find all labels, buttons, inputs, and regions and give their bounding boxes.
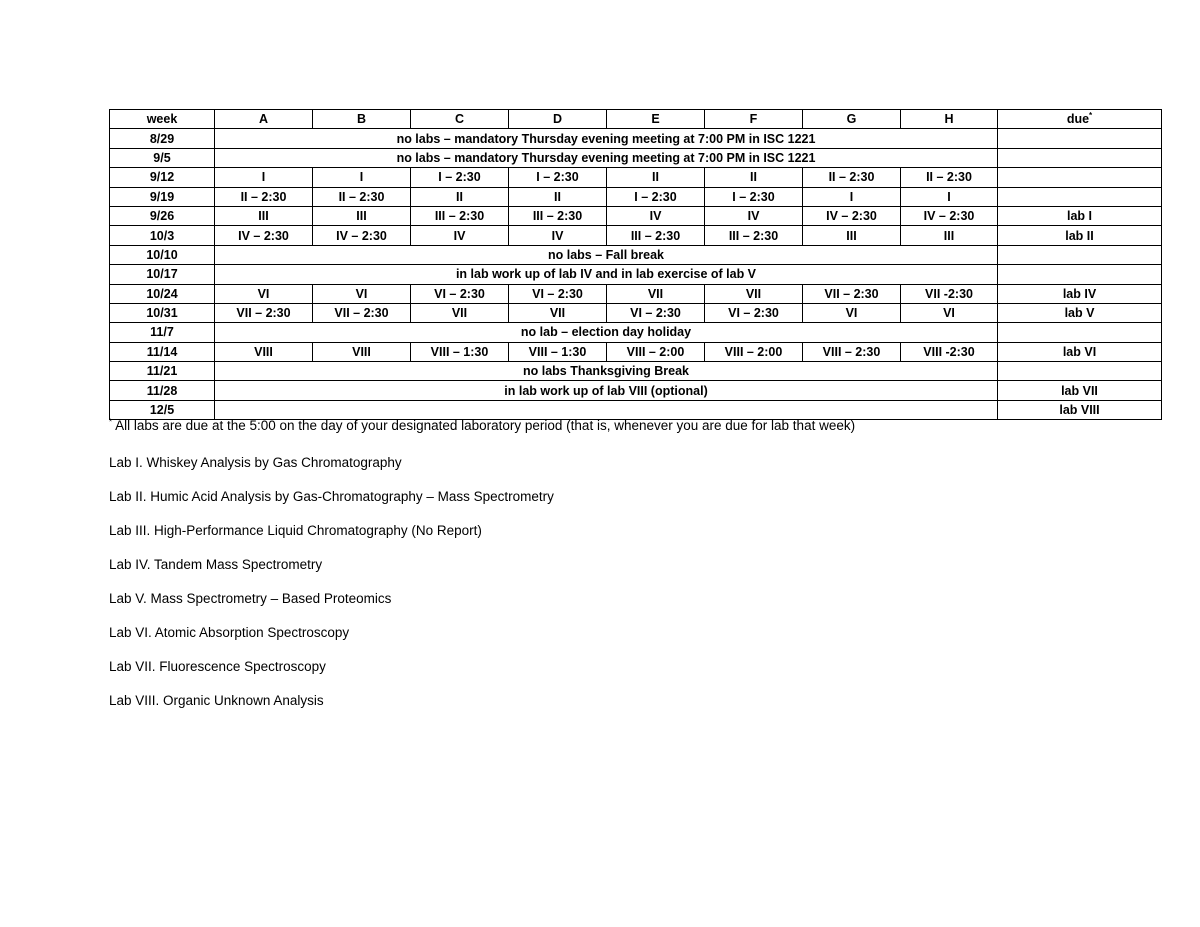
table-row	[110, 129, 1162, 148]
footnote-text: All labs are due at the 5:00 on the day of your designated laboratory period (that is, whenever you are due for lab that week)	[112, 418, 856, 433]
section-cell: VI	[215, 284, 313, 303]
section-cell: IV	[607, 206, 705, 225]
section-cell: I	[901, 187, 998, 206]
section-cell: VIII	[215, 342, 313, 361]
table-row	[110, 284, 1162, 303]
section-cell: II – 2:30	[803, 168, 901, 187]
lab-list-item: Lab VI. Atomic Absorption Spectroscopy	[109, 625, 350, 640]
header-due-label: due	[1066, 112, 1090, 127]
week-cell: 11/28	[110, 381, 215, 400]
merged-note-cell: no labs – Fall break	[215, 245, 998, 264]
section-cell: III	[901, 226, 998, 245]
section-cell: I	[803, 187, 901, 206]
due-cell	[998, 129, 1162, 148]
table-row	[110, 342, 1162, 361]
section-cell: VII	[705, 284, 803, 303]
section-cell: VI – 2:30	[411, 284, 509, 303]
week-cell: 9/26	[110, 206, 215, 225]
section-cell: VI – 2:30	[607, 303, 705, 322]
section-cell: IV	[705, 206, 803, 225]
table-row	[110, 168, 1162, 187]
table-row	[110, 303, 1162, 322]
section-cell: II – 2:30	[901, 168, 998, 187]
section-cell: III – 2:30	[705, 226, 803, 245]
lab-list	[109, 454, 554, 726]
due-footnote-mark: *	[1089, 111, 1093, 121]
section-cell: III	[313, 206, 411, 225]
merged-note-cell	[215, 400, 998, 419]
week-cell: 10/10	[110, 245, 215, 264]
due-cell: lab VII	[998, 381, 1162, 400]
section-cell: II	[705, 168, 803, 187]
merged-note-cell: no labs Thanksgiving Break	[215, 362, 998, 381]
section-cell: II	[411, 187, 509, 206]
header-c: C	[411, 110, 509, 129]
section-cell: VIII – 2:30	[803, 342, 901, 361]
week-cell: 9/12	[110, 168, 215, 187]
section-cell: I	[215, 168, 313, 187]
week-cell: 10/17	[110, 265, 215, 284]
section-cell: I – 2:30	[411, 168, 509, 187]
table-row	[110, 381, 1162, 400]
table-row	[110, 400, 1162, 419]
table-body	[110, 129, 1162, 420]
due-cell	[998, 323, 1162, 342]
section-cell: II – 2:30	[215, 187, 313, 206]
week-cell: 11/7	[110, 323, 215, 342]
section-cell: VII – 2:30	[803, 284, 901, 303]
section-cell: II – 2:30	[313, 187, 411, 206]
table-row	[110, 323, 1162, 342]
table-row	[110, 148, 1162, 167]
section-cell: I	[313, 168, 411, 187]
table-row	[110, 245, 1162, 264]
header-week: week	[110, 110, 215, 129]
week-cell: 10/24	[110, 284, 215, 303]
week-cell: 9/19	[110, 187, 215, 206]
week-cell: 9/5	[110, 148, 215, 167]
section-cell: II	[509, 187, 607, 206]
lab-list-item: Lab I. Whiskey Analysis by Gas Chromatography	[109, 455, 402, 470]
section-cell: II	[607, 168, 705, 187]
table-row	[110, 265, 1162, 284]
lab-list-item: Lab II. Humic Acid Analysis by Gas-Chromatography – Mass Spectrometry	[109, 489, 554, 504]
lab-list-item: Lab VII. Fluorescence Spectroscopy	[109, 659, 326, 674]
table-row	[110, 226, 1162, 245]
due-cell	[998, 168, 1162, 187]
section-cell: VI	[313, 284, 411, 303]
lab-list-item: Lab V. Mass Spectrometry – Based Proteomics	[109, 591, 392, 606]
section-cell: VI – 2:30	[509, 284, 607, 303]
due-cell	[998, 265, 1162, 284]
due-cell	[998, 245, 1162, 264]
merged-note-cell: in lab work up of lab IV and in lab exercise of lab V	[215, 265, 998, 284]
table-header-row	[110, 110, 1162, 129]
section-cell: VIII – 2:00	[607, 342, 705, 361]
merged-note-cell: in lab work up of lab VIII (optional)	[215, 381, 998, 400]
section-cell: III	[215, 206, 313, 225]
due-cell: lab I	[998, 206, 1162, 225]
section-cell: VII – 2:30	[215, 303, 313, 322]
due-cell: lab IV	[998, 284, 1162, 303]
section-cell: IV – 2:30	[313, 226, 411, 245]
section-cell: VI – 2:30	[705, 303, 803, 322]
merged-note-cell: no labs – mandatory Thursday evening meeting at 7:00 PM in ISC 1221	[215, 129, 998, 148]
header-b: B	[313, 110, 411, 129]
section-cell: VIII – 2:00	[705, 342, 803, 361]
section-cell: I – 2:30	[705, 187, 803, 206]
header-a: A	[215, 110, 313, 129]
footnote	[109, 418, 855, 433]
lab-list-item: Lab III. High-Performance Liquid Chromatography (No Report)	[109, 523, 482, 538]
table-row	[110, 362, 1162, 381]
section-cell: VIII -2:30	[901, 342, 998, 361]
week-cell: 10/3	[110, 226, 215, 245]
header-due	[998, 110, 1162, 129]
section-cell: III – 2:30	[607, 226, 705, 245]
section-cell: I – 2:30	[607, 187, 705, 206]
section-cell: VII – 2:30	[313, 303, 411, 322]
section-cell: VI	[901, 303, 998, 322]
week-cell: 10/31	[110, 303, 215, 322]
week-cell: 11/14	[110, 342, 215, 361]
section-cell: VII -2:30	[901, 284, 998, 303]
section-cell: VII	[607, 284, 705, 303]
week-cell: 12/5	[110, 400, 215, 419]
due-cell	[998, 362, 1162, 381]
section-cell: VIII – 1:30	[411, 342, 509, 361]
section-cell: VIII – 1:30	[509, 342, 607, 361]
merged-note-cell: no lab – election day holiday	[215, 323, 998, 342]
week-cell: 11/21	[110, 362, 215, 381]
table-row	[110, 187, 1162, 206]
footnote-mark: *	[109, 417, 113, 427]
section-cell: VI	[803, 303, 901, 322]
section-cell: III – 2:30	[509, 206, 607, 225]
merged-note-cell: no labs – mandatory Thursday evening meeting at 7:00 PM in ISC 1221	[215, 148, 998, 167]
section-cell: VIII	[313, 342, 411, 361]
lab-list-item: Lab IV. Tandem Mass Spectrometry	[109, 557, 323, 572]
due-cell	[998, 187, 1162, 206]
due-cell	[998, 148, 1162, 167]
section-cell: III – 2:30	[411, 206, 509, 225]
header-d: D	[509, 110, 607, 129]
section-cell: VII	[411, 303, 509, 322]
due-cell: lab VIII	[998, 400, 1162, 419]
section-cell: VII	[509, 303, 607, 322]
section-cell: IV – 2:30	[803, 206, 901, 225]
section-cell: IV	[509, 226, 607, 245]
table-row	[110, 206, 1162, 225]
header-f: F	[705, 110, 803, 129]
due-cell: lab VI	[998, 342, 1162, 361]
due-cell: lab V	[998, 303, 1162, 322]
week-cell: 8/29	[110, 129, 215, 148]
header-e: E	[607, 110, 705, 129]
due-cell: lab II	[998, 226, 1162, 245]
section-cell: IV – 2:30	[215, 226, 313, 245]
section-cell: III	[803, 226, 901, 245]
section-cell: I – 2:30	[509, 168, 607, 187]
lab-list-item: Lab VIII. Organic Unknown Analysis	[109, 693, 324, 708]
lab-schedule-table	[109, 109, 1162, 420]
header-g: G	[803, 110, 901, 129]
section-cell: IV – 2:30	[901, 206, 998, 225]
header-h: H	[901, 110, 998, 129]
section-cell: IV	[411, 226, 509, 245]
